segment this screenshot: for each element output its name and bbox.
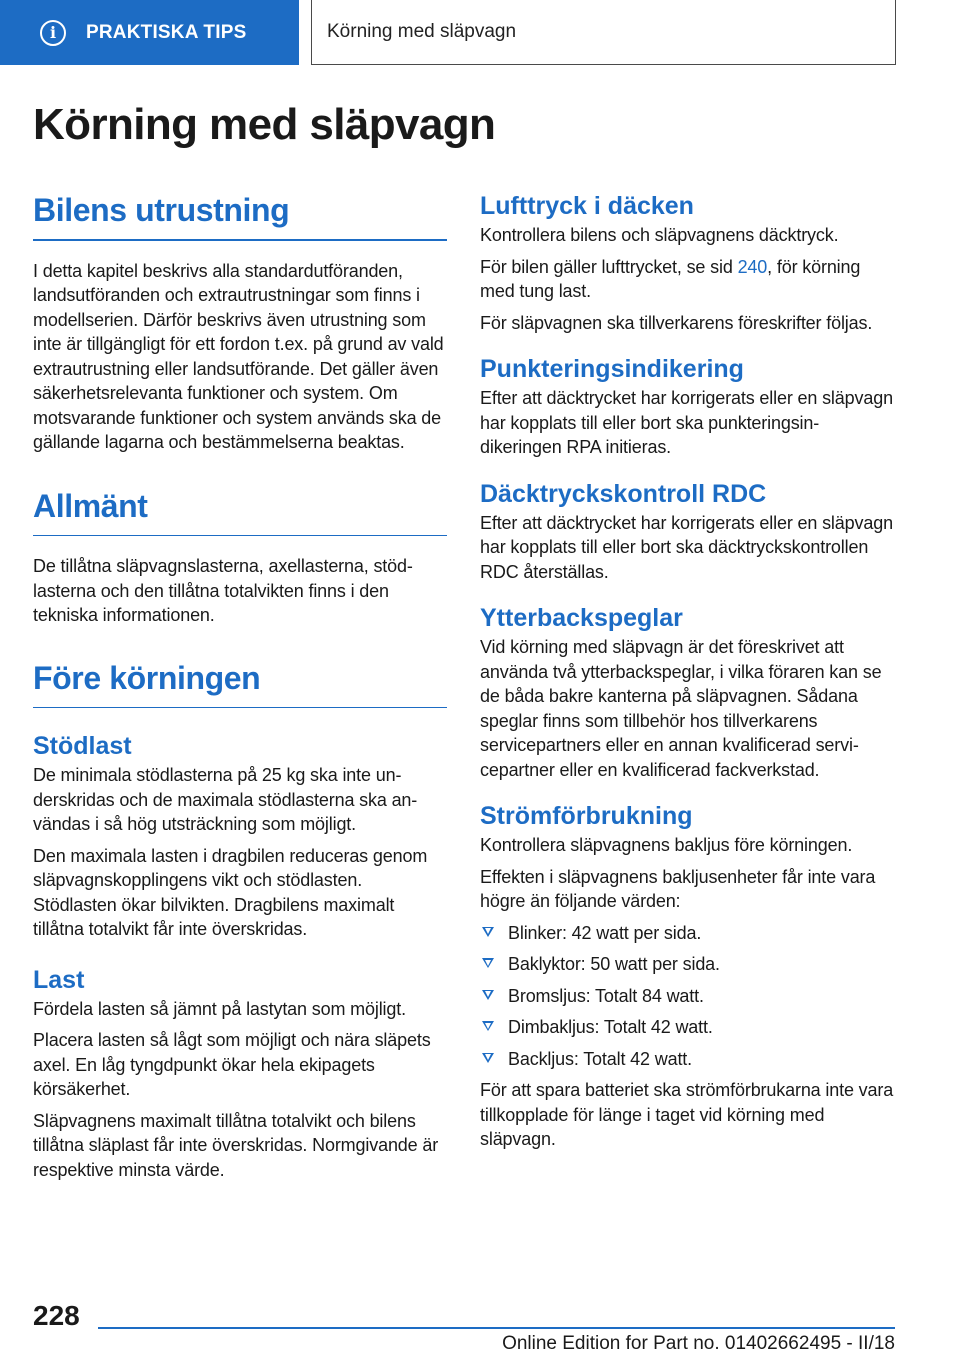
paragraph-load-3: Släpvagnens maximalt tillåtna totalvikt och bilens tillåtna släplast får inte överskridas. Normgivande är respektive minsta värde. (33, 1110, 439, 1180)
footer-edition-text: Online Edition for Part no. 01402662495 - II/18 (502, 1333, 895, 1354)
section-tire-pressure (480, 192, 894, 335)
heading-rule (33, 707, 447, 709)
list-item (480, 952, 894, 977)
header-section-label: Körning med släpvagn (327, 21, 517, 42)
paragraph-power-2: Effekten i släpvagnens bakljusenheter får inte vara högre än följande värden: (480, 866, 876, 911)
list-item (480, 1015, 894, 1040)
text-fragment: , för körning med tung last. (480, 256, 861, 301)
section-equipment (33, 192, 447, 455)
triangle-bullet-icon (482, 958, 494, 968)
heading-power: Strömförbrukning (480, 802, 693, 830)
list-item-text: Baklyktor: 50 watt per sida. (508, 954, 720, 974)
paragraph-equipment: I detta kapitel beskrivs alla standardutföranden, landsutföranden och extrautrustningar som finns i modellserien. Därför beskrivs även utrustning som inte är tillgängligt för ett fordon t.ex. på grund av vald extrautrustning eller landsutförande. Det gäller även säkerhetsrelevanta funktioner och system. Om motsvarande funktioner och system används ska de gällande lagarna och bestämmelserna beaktas. (33, 260, 444, 452)
section-before-driving (33, 660, 447, 1183)
list-item-text: Blinker: 42 watt per sida. (508, 922, 702, 943)
list-item (480, 921, 894, 946)
heading-rule (33, 535, 447, 537)
right-column (480, 192, 894, 1152)
paragraph-load-1: Fördela lasten så jämnt på lastytan som möjligt. (33, 998, 406, 1019)
section-puncture (480, 355, 894, 460)
triangle-bullet-icon (482, 1021, 494, 1031)
header-section-box (311, 0, 896, 65)
triangle-bullet-icon (482, 927, 494, 937)
section-general (33, 488, 447, 628)
text-fragment: För bilen gäller lufttrycket, se sid (480, 256, 738, 277)
heading-general: Allmänt (33, 487, 148, 524)
list-item (480, 984, 894, 1009)
paragraph-puncture: Efter att däcktrycket har korrigerats eller en släpvagn har kopplats till eller bort ska punkteringsindikeringen RPA initieras. (480, 388, 893, 457)
paragraph-rdc: Efter att däcktrycket har korrigerats eller en släpvagn har kopplats till eller bort ska däcktryckskontrollen RDC återställas. (480, 512, 893, 582)
paragraph-power-1: Kontrollera släpvagnens bakljus före körningen. (480, 835, 853, 855)
heading-before-driving: Före körningen (33, 659, 261, 696)
paragraph-mirrors: Vid körning med släpvagn är det föreskrivet att använda två ytterbackspeglar, i vilka föraren kan se de båda bakre kanterna på släpvagnen. Sådana speglar finns som tillbehör hos tillverkarens servicepartners eller en annan kvalificerad servicepartner eller en kvalificerad fackverkstad. (480, 637, 882, 780)
heading-equipment: Bilens utrustning (33, 192, 290, 228)
paragraph-general: De tillåtna släpvagnslasterna, axellasterna, stödlasterna och den tillåtna totalvikten finns i den tekniska informationen. (33, 556, 413, 625)
header-tab (0, 0, 299, 65)
list-item-text: Backljus: Totalt 42 watt. (508, 1048, 693, 1069)
paragraph-tire-pressure-3: För släpvagnen ska tillverkarens föreskrifter följas. (480, 312, 873, 333)
heading-support-load: Stödlast (33, 732, 132, 760)
paragraph-power-3: För att spara batteriet ska strömförbrukarna inte vara tillkopplade för länge i taget vid körning med släpvagn. (480, 1080, 894, 1149)
paragraph-tire-pressure-1: Kontrollera bilens och släpvagnens däcktryck. (480, 225, 839, 245)
footer-rule (98, 1327, 895, 1329)
list-item-text: Bromsljus: Totalt 84 watt. (508, 985, 704, 1006)
paragraph-support-load-2: Den maximala lasten i dragbilen reduceras genom släpvagnskopplingens vikt och stödlasten. Stödlasten ökar bilvikten. Dragbilens maximalt tillåtna totalvikt får inte överskridas. (33, 845, 428, 939)
heading-mirrors: Ytterbackspeglar (480, 604, 683, 632)
heading-rdc: Däcktryckskontroll RDC (480, 479, 767, 508)
paragraph-load-2: Placera lasten så lågt som möjligt och nära släpets axel. En låg tyngdpunkt ökar hela ekipagets körsäkerhet. (33, 1030, 431, 1099)
heading-rule (33, 239, 447, 241)
list-item (480, 1047, 894, 1072)
triangle-bullet-icon (482, 990, 494, 1000)
header-tab-label: PRAKTISKA TIPS (86, 21, 247, 43)
power-limits-list (480, 921, 894, 1072)
paragraph-tire-pressure-2 (480, 255, 894, 304)
list-item-text: Dimbakljus: Totalt 42 watt. (508, 1017, 713, 1037)
triangle-bullet-icon (482, 1053, 494, 1063)
page-number: 228 (33, 1300, 80, 1331)
page-link-240[interactable]: 240 (737, 256, 768, 277)
heading-load: Last (33, 965, 85, 994)
section-rdc (480, 480, 894, 585)
heading-tire-pressure: Lufttryck i däcken (480, 192, 694, 220)
heading-puncture: Punkteringsindikering (480, 355, 744, 383)
left-column (33, 192, 447, 1182)
section-power (480, 802, 894, 1152)
paragraph-support-load-1: De minimala stödlasterna på 25 kg ska inte underskridas och de maximala stödlasterna ska användas i så hög utsträckning som möjligt. (33, 765, 418, 834)
section-mirrors (480, 604, 894, 782)
info-icon: i (40, 20, 66, 46)
page-title: Körning med släpvagn (33, 100, 496, 149)
